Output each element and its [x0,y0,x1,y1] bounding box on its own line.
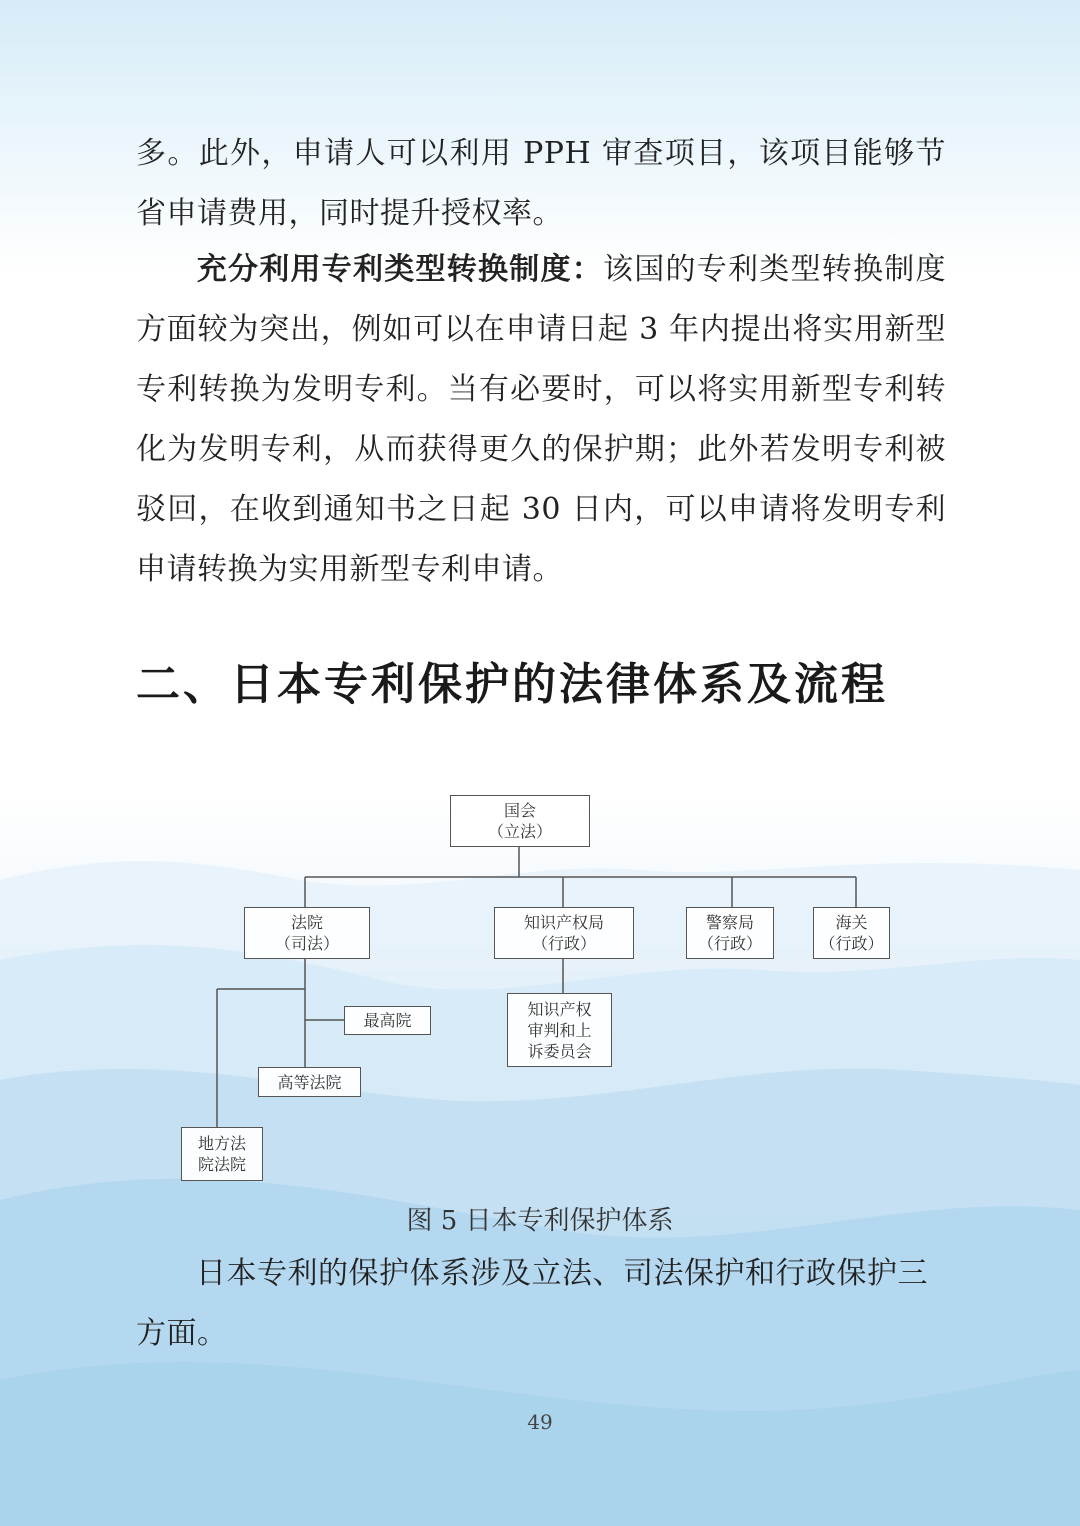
paragraph-body: 该国的专利类型转换制度方面较为突出，例如可以在申请日起 3 年内提出将实用新型专利转换为发明专利。当有必要时，可以将实用新型专利转化为发明专利，从而获得更久的保护期；此外若发明专利被驳回，在收到通知书之日起 30 日内，可以申请将发明专利申请转换为实用新型专利申请。 [136,252,946,587]
node-district-court: 地方法 院法院 [181,1127,263,1181]
node-diet: 国会 （立法） [450,795,590,847]
node-supreme-court: 最高院 [344,1006,431,1035]
node-court: 法院 （司法） [244,907,370,959]
paragraph-summary: 日本专利的保护体系涉及立法、司法保护和行政保护三方面。 [136,1256,928,1351]
figure-caption: 图 5 日本专利保护体系 [406,1206,674,1236]
paragraph-lead-bold: 充分利用专利类型转换制度： [196,252,603,287]
node-customs: 海关 （行政） [813,907,890,959]
section-heading: 二、日本专利保护的法律体系及流程 [136,659,888,710]
page-number: 49 [527,1410,553,1434]
node-police: 警察局 （行政） [686,907,774,959]
node-appeal-board: 知识产权 审判和上 诉委员会 [507,993,612,1067]
node-jpo: 知识产权局 （行政） [494,907,634,959]
paragraph-continued: 多。此外，申请人可以利用 PPH 审查项目，该项目能够节省申请费用，同时提升授权率。 [136,136,946,231]
node-high-court: 高等法院 [258,1067,361,1097]
